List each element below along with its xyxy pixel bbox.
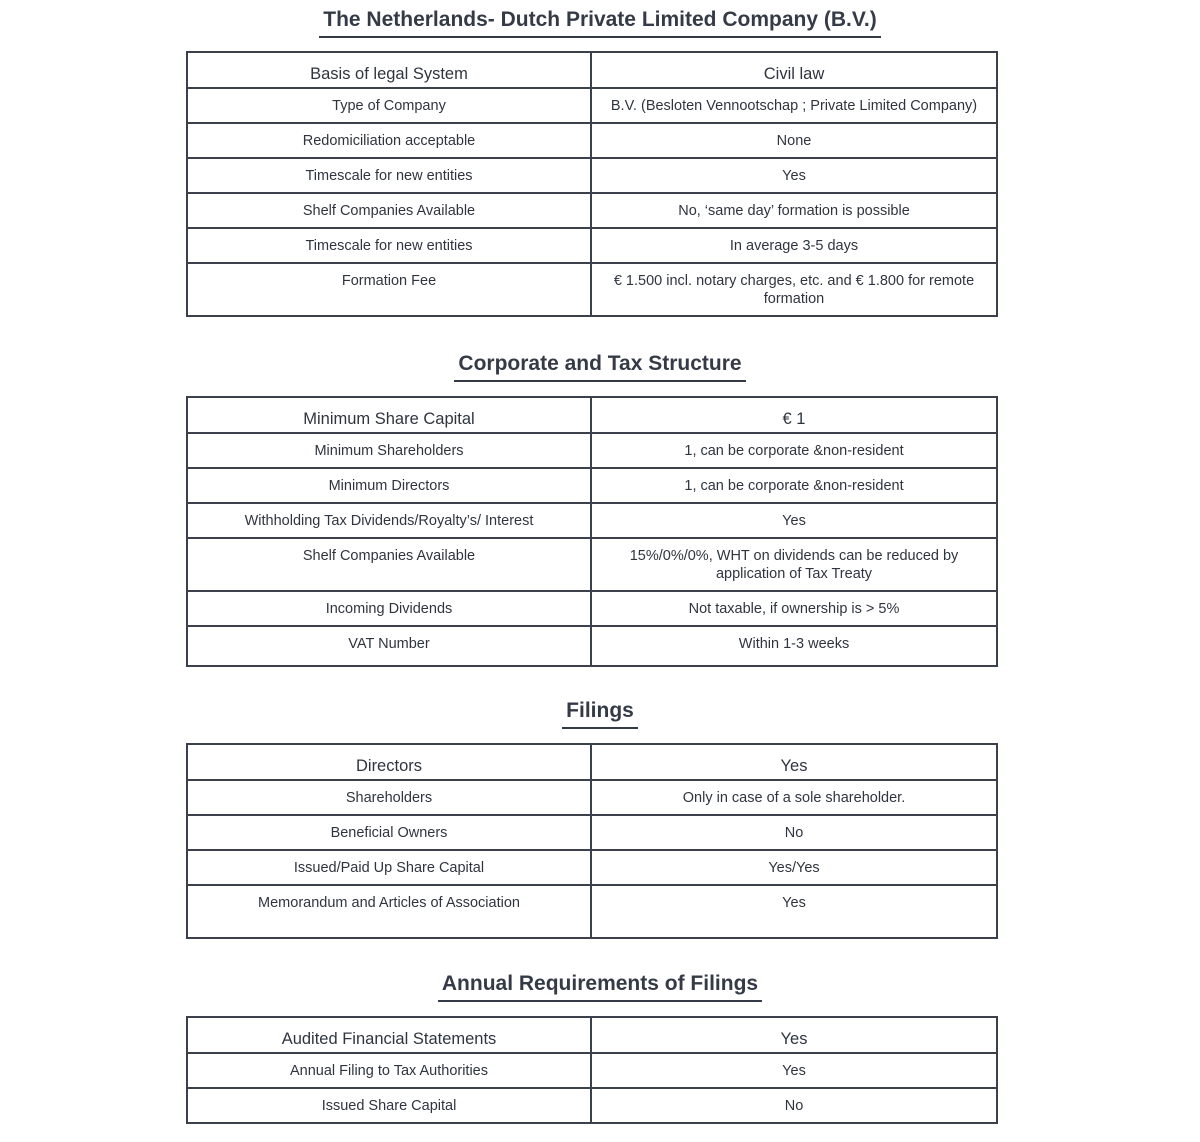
corporate-tax-table (186, 396, 998, 667)
row-value: Civil law (591, 52, 997, 88)
row-label: Incoming Dividends (187, 591, 591, 626)
row-value: Within 1-3 weeks (591, 626, 997, 666)
table-row (187, 193, 997, 228)
row-value: No, ‘same day’ formation is possible (591, 193, 997, 228)
row-label: Formation Fee (187, 263, 591, 316)
section-annual-requirements (0, 972, 1200, 1002)
table-row (187, 52, 997, 88)
table-row (187, 626, 997, 666)
table-row (187, 263, 997, 316)
row-value: Not taxable, if ownership is > 5% (591, 591, 997, 626)
table-row (187, 123, 997, 158)
section-title: Annual Requirements of Filings (438, 972, 762, 1002)
row-label: Issued Share Capital (187, 1088, 591, 1123)
row-label: Withholding Tax Dividends/Royalty’s/ Interest (187, 503, 591, 538)
table-row (187, 228, 997, 263)
section-title: Corporate and Tax Structure (454, 352, 745, 382)
table-row (187, 780, 997, 815)
row-value: In average 3-5 days (591, 228, 997, 263)
row-value: Yes (591, 1017, 997, 1053)
row-value: Yes (591, 1053, 997, 1088)
row-label: Directors (187, 744, 591, 780)
section-corporate-tax (0, 352, 1200, 382)
row-value: Yes (591, 503, 997, 538)
row-label: Basis of legal System (187, 52, 591, 88)
row-label: Type of Company (187, 88, 591, 123)
table-row (187, 468, 997, 503)
row-label: Shelf Companies Available (187, 193, 591, 228)
row-value: None (591, 123, 997, 158)
row-value: € 1.500 incl. notary charges, etc. and € 1.800 for remote formation (591, 263, 997, 316)
row-label: Minimum Share Capital (187, 397, 591, 433)
table-row (187, 591, 997, 626)
row-value: 1, can be corporate &non-resident (591, 433, 997, 468)
table-row (187, 744, 997, 780)
row-label: Annual Filing to Tax Authorities (187, 1053, 591, 1088)
table-row (187, 433, 997, 468)
row-value: 15%/0%/0%, WHT on dividends can be reduced by application of Tax Treaty (591, 538, 997, 591)
row-label: Timescale for new entities (187, 228, 591, 263)
row-value: B.V. (Besloten Vennootschap ; Private Limited Company) (591, 88, 997, 123)
table-row (187, 1017, 997, 1053)
row-value: 1, can be corporate &non-resident (591, 468, 997, 503)
table-row (187, 88, 997, 123)
section-title: The Netherlands- Dutch Private Limited Company (B.V.) (319, 8, 881, 38)
row-label: Minimum Directors (187, 468, 591, 503)
table-row (187, 503, 997, 538)
row-label: Memorandum and Articles of Association (187, 885, 591, 938)
row-value: Yes/Yes (591, 850, 997, 885)
table-row (187, 850, 997, 885)
row-value: No (591, 1088, 997, 1123)
row-value: € 1 (591, 397, 997, 433)
row-label: Redomiciliation acceptable (187, 123, 591, 158)
row-label: Timescale for new entities (187, 158, 591, 193)
row-label: Beneficial Owners (187, 815, 591, 850)
row-label: Audited Financial Statements (187, 1017, 591, 1053)
section-company-overview (0, 8, 1200, 38)
row-label: Minimum Shareholders (187, 433, 591, 468)
table-row (187, 815, 997, 850)
row-value: No (591, 815, 997, 850)
company-overview-table (186, 51, 998, 317)
annual-requirements-table (186, 1016, 998, 1124)
row-value: Yes (591, 885, 997, 938)
row-label: Shelf Companies Available (187, 538, 591, 591)
filings-table (186, 743, 998, 939)
row-value: Yes (591, 744, 997, 780)
row-label: Shareholders (187, 780, 591, 815)
row-label: VAT Number (187, 626, 591, 666)
row-value: Yes (591, 158, 997, 193)
table-row (187, 538, 997, 591)
table-row (187, 397, 997, 433)
row-label: Issued/Paid Up Share Capital (187, 850, 591, 885)
section-title: Filings (562, 699, 638, 729)
table-row (187, 1053, 997, 1088)
table-row (187, 885, 997, 938)
table-row (187, 1088, 997, 1123)
row-value: Only in case of a sole shareholder. (591, 780, 997, 815)
section-filings (0, 699, 1200, 729)
table-row (187, 158, 997, 193)
